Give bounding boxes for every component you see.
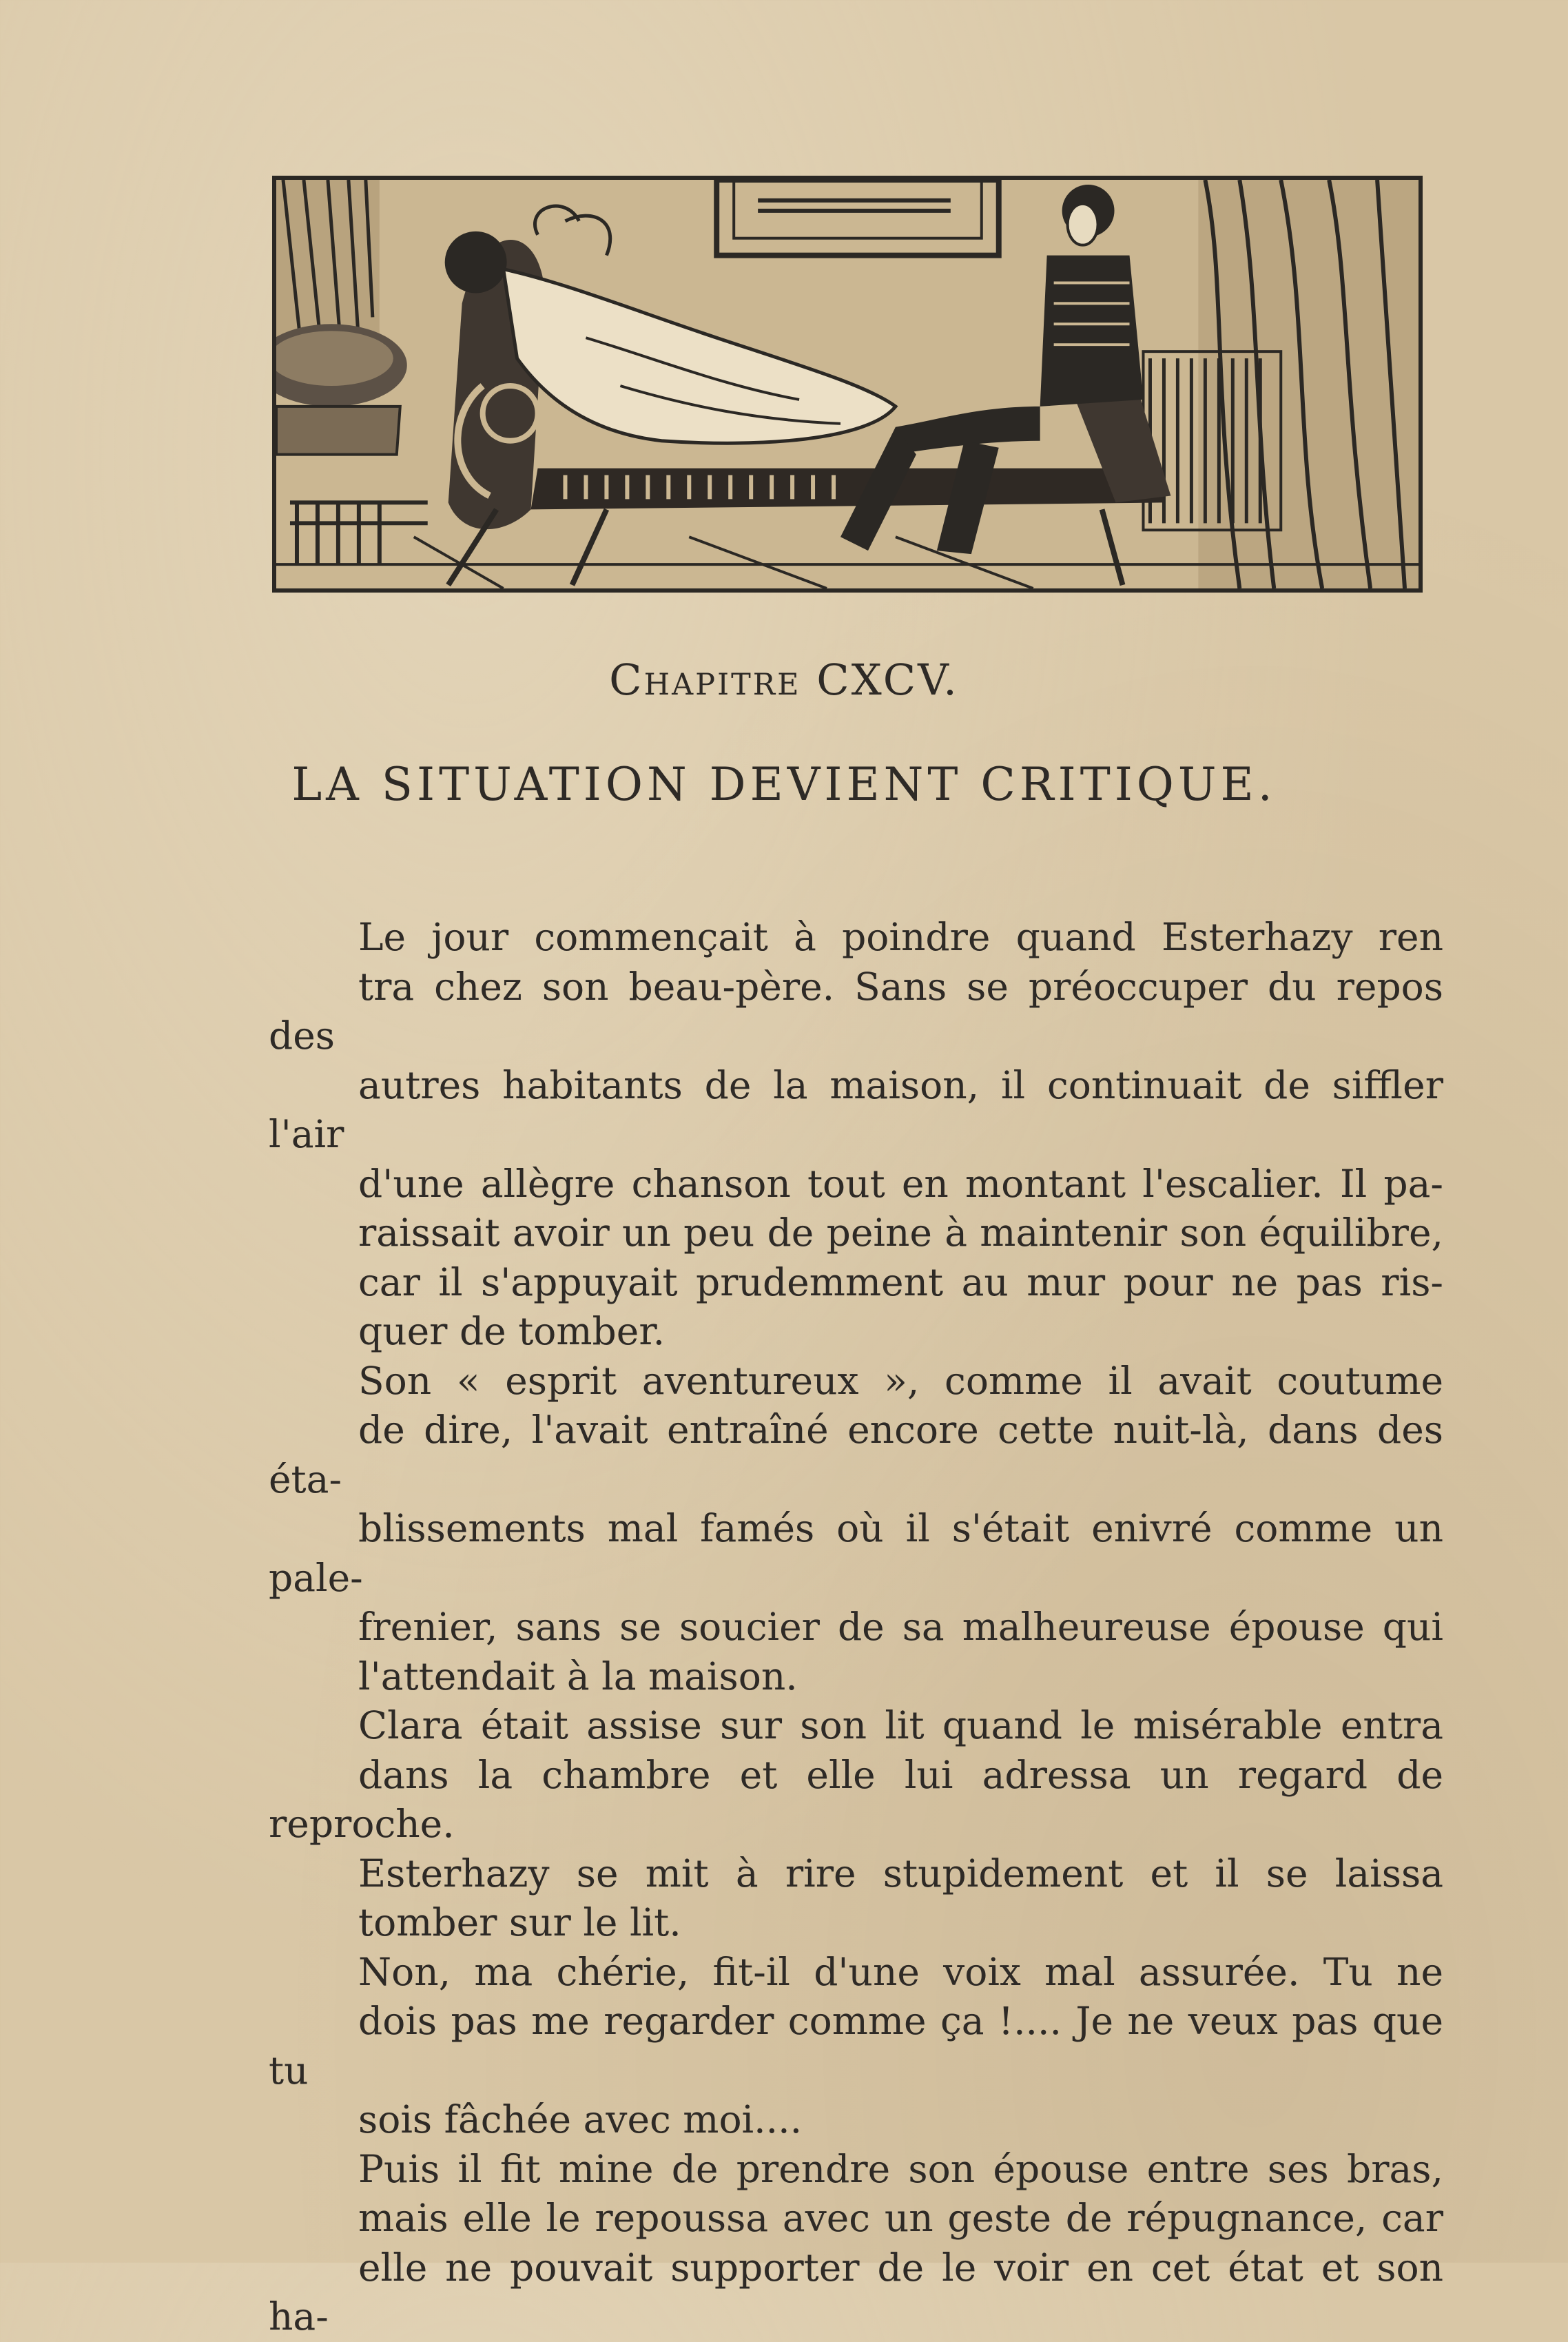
- text-line: d'une allègre chanson tout en montant l'escalier. Il pa-: [358, 1161, 1443, 1206]
- text-line: Le jour commençait à poindre quand Esterhazy ren: [358, 915, 1443, 959]
- text-line: mais elle le repoussa avec un geste de répugnance, car: [358, 2196, 1443, 2240]
- text-line: raissait avoir un peu de peine à maintenir son équilibre,: [358, 1211, 1443, 1255]
- text-line: Non, ma chérie, fit-il d'une voix mal assurée. Tu ne: [358, 1949, 1443, 1994]
- text-line: elle ne pouvait supporter de le voir en cet état et son ha-: [269, 2245, 1443, 2339]
- text-line: Esterhazy se mit à rire stupidement et il se laissa: [358, 1851, 1443, 1896]
- chapter-heading: Chapitre CXCV.: [609, 655, 959, 705]
- paragraph-4: [269, 1849, 1443, 1948]
- paragraph-6: [269, 2145, 1443, 2342]
- text-line: tomber sur le lit.: [358, 1900, 681, 1944]
- text-line: quer de tomber.: [358, 1309, 666, 1353]
- chapter-header-engraving: [272, 176, 1423, 593]
- text-line: tra chez son beau-père. Sans se préoccuper du repos des: [269, 964, 1443, 1058]
- text-line: de dire, l'avait entraîné encore cette nuit-là, dans des éta-: [269, 1408, 1443, 1501]
- text-line: l'attendait à la maison.: [358, 1654, 798, 1698]
- text-line: dans la chambre et elle lui adressa un regard de reproche.: [269, 1752, 1443, 1846]
- engraving-icon: [276, 180, 1419, 588]
- text-line: frenier, sans se soucier de sa malheureuse épouse qui: [358, 1605, 1443, 1649]
- text-line: Puis il fit mine de prendre son épouse entre ses bras,: [358, 2146, 1443, 2191]
- body-text: [269, 913, 1443, 2342]
- paragraph-1: [269, 913, 1443, 1357]
- chapter-title: LA SITUATION DEVIENT CRITIQUE.: [291, 758, 1277, 811]
- paragraph-3: [269, 1701, 1443, 1849]
- text-line: car il s'appuyait prudemment au mur pour ne pas ris-: [358, 1260, 1443, 1304]
- text-line: autres habitants de la maison, il continuait de siffler l'air: [269, 1062, 1443, 1156]
- paragraph-5: [269, 1948, 1443, 2145]
- text-line: Son « esprit aventureux », comme il avait coutume: [358, 1358, 1443, 1403]
- text-line: dois pas me regarder comme ça !.... Je ne veux pas que tu: [269, 1999, 1443, 2093]
- paragraph-2: [269, 1357, 1443, 1702]
- text-line: Clara était assise sur son lit quand le misérable entra: [358, 1703, 1443, 1747]
- text-line: blissements mal famés où il s'était enivré comme un pale-: [269, 1506, 1443, 1600]
- text-line: sois fâchée avec moi....: [358, 2097, 803, 2141]
